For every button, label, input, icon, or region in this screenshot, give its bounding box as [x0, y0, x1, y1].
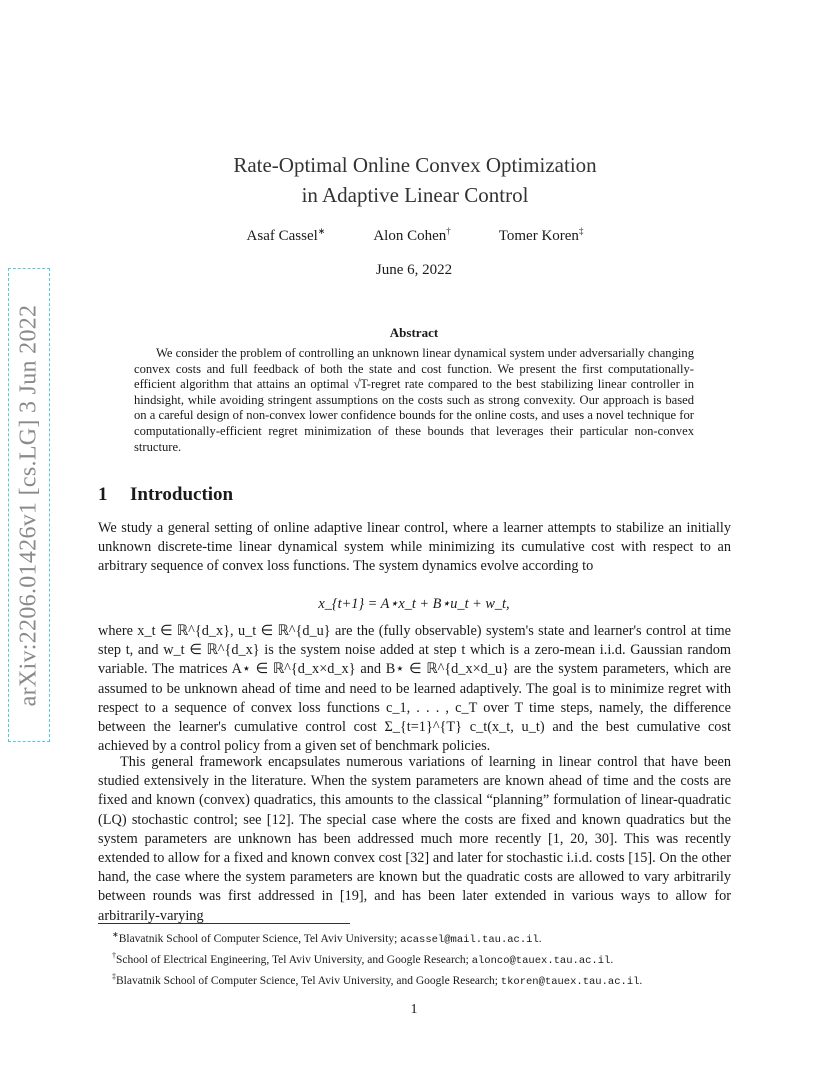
author-3: Tomer Koren‡ [498, 226, 584, 244]
dynamics-equation: x_{t+1} = A⋆x_t + B⋆u_t + w_t, [318, 596, 510, 612]
footnote-3: ‡Blavatnik School of Computer Science, Tel Aviv University, and Google Research; tkoren@tauex.tau.ac.il. [112, 971, 643, 988]
email-link[interactable]: acassel@mail.tau.ac.il [400, 933, 539, 946]
publication-date: June 6, 2022 [375, 262, 453, 278]
footnote-2: †School of Electrical Engineering, Tel Aviv University, and Google Research; alonco@tauex.tau.ac.il. [112, 950, 614, 967]
email-link[interactable]: tkoren@tauex.tau.ac.il [500, 975, 640, 988]
footnotes [112, 927, 732, 989]
author-1: Asaf Cassel∗ [246, 226, 326, 244]
abstract-text: We consider the problem of controlling an unknown linear dynamical system under adversarially changing convex costs and full feedback of both the state and cost function. We present the first computationally-efficient algorithm that attains an optimal √T-regret rate compared to the best stabilizing linear controller in hindsight, while avoiding stringent assumptions on the costs such as strong convexity. Our approach is based on a careful design of non-convex lower confidence bounds for the online costs, and uses a novel technique for computationally-efficient regret minimization of these bounds that leverages their particular non-convex structure. [134, 346, 694, 454]
title-line-2: in Adaptive Linear Control [301, 183, 529, 207]
author-list [160, 226, 670, 245]
footnote-rule [98, 923, 350, 924]
paragraph-1: We study a general setting of online adaptive linear control, where a learner attempts to stabilize an initially unknown discrete-time linear dynamical system while minimizing its cumulative cost with respect to an arbitrary sequence of convex loss functions. The system dynamics evolve according to [98, 520, 731, 575]
section-number: 1 [98, 484, 108, 505]
author-2: Alon Cohen† [373, 226, 451, 244]
paragraph-2: where x_t ∈ ℝ^{d_x}, u_t ∈ ℝ^{d_u} are the (fully observable) system's state and learner's control at time step t, and w_t ∈ ℝ^{d_x} is the system noise added at step t which is a zero-mean i.i.d. Gaussian random variable. The matrices A⋆ ∈ ℝ^{d_x×d_x} and B⋆ ∈ ℝ^{d_x×d_u} are the system parameters, which are assumed to be unknown ahead of time and need to be learned adaptively. The goal is to minimize regret with respect to a sequence of convex loss functions c_1, . . . , c_T over T time steps, namely, the difference between the learner's cumulative control cost Σ_{t=1}^{T} c_t(x_t, u_t) and the best cumulative cost achieved by a control policy from a given set of benchmark policies. [98, 623, 731, 755]
title-line-1: Rate-Optimal Online Convex Optimization [233, 153, 597, 177]
section-heading [98, 484, 233, 506]
arxiv-stamp-text: arXiv:2206.01426v1 [cs.LG] 3 Jun 2022 [15, 304, 42, 706]
email-link[interactable]: alonco@tauex.tau.ac.il [471, 954, 611, 967]
paper-title [150, 150, 680, 210]
section-title: Introduction [130, 484, 234, 505]
page-number: 1 [410, 1002, 418, 1017]
abstract-heading: Abstract [389, 325, 439, 340]
paragraph-3: This general framework encapsulates numerous variations of learning in linear control that have been studied extensively in the literature. When the system parameters are known ahead of time and the costs are fixed and known (convex) quadratics, this amounts to the classical “planning” formulation of linear-quadratic (LQ) stochastic control; see [12]. The special case where the costs are fixed and known quadratics but the system parameters are unknown has been addressed much more recently [1, 20, 30]. This was recently extended to allow for a fixed and known convex cost [32] and later for stochastic i.i.d. costs [15]. On the other hand, the case where the system parameters are known but the quadratic costs are allowed to vary arbitrarily between rounds was first addressed in [19], and has been later extended in various ways to allow for arbitrarily-varying [98, 754, 731, 924]
footnote-1: ∗Blavatnik School of Computer Science, Tel Aviv University; acassel@mail.tau.ac.il. [112, 930, 542, 946]
